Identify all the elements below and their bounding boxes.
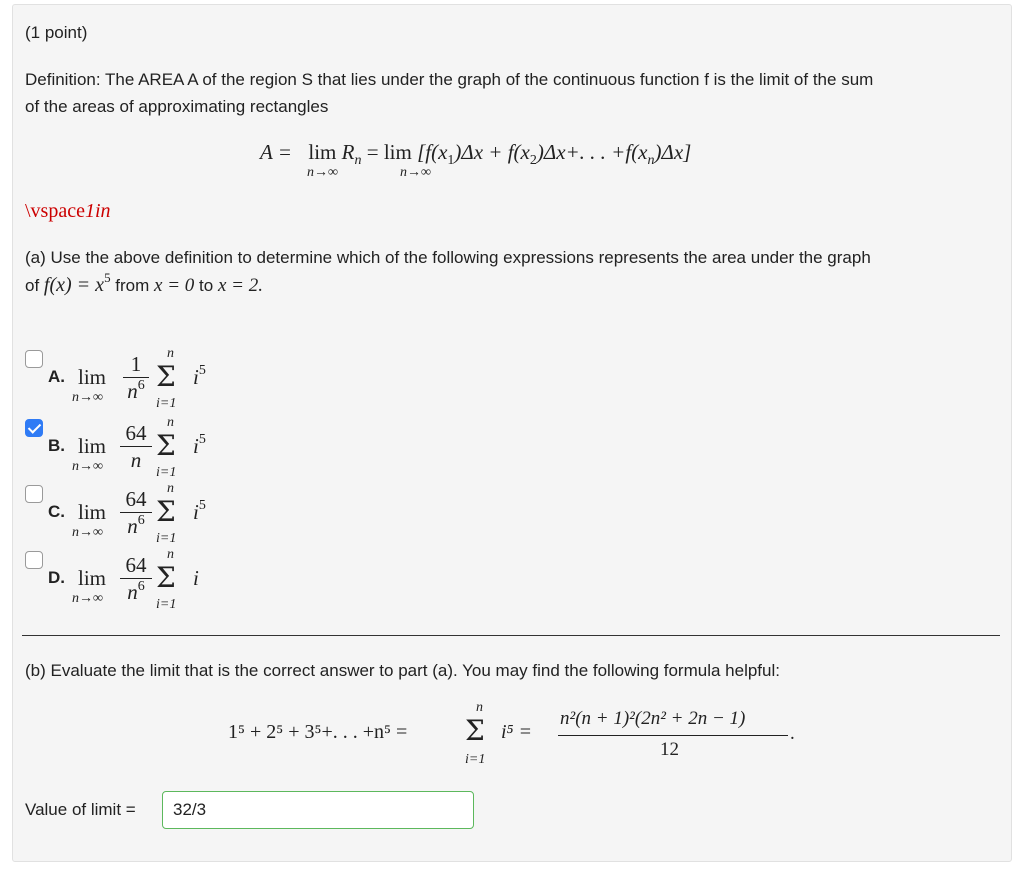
option-3-denominator [118, 580, 154, 605]
option-2-summand-base: i [193, 500, 199, 524]
option-0-den-base: n [127, 379, 138, 403]
x-end: x = 2. [217, 275, 263, 296]
formula-subn: n [647, 153, 655, 168]
option-2-lim: lim [78, 500, 107, 524]
option-0-fraction-bar [123, 377, 149, 378]
option-1-summand-exp: 5 [198, 432, 206, 447]
option-2-summand [193, 500, 206, 525]
option-3-sigma-icon: Σ [156, 561, 176, 594]
option-0-summand [193, 365, 206, 390]
option-1-den-base: n [130, 448, 142, 472]
option-2-sigma-bottom: i=1 [156, 531, 177, 546]
option-3-summand-base: i [193, 566, 199, 590]
sum-sigma-bottom: i=1 [465, 752, 486, 767]
option-2-sigma-icon: Σ [156, 495, 176, 528]
formula-fraction-bar [558, 735, 788, 736]
formula-numerator: n²(n + 1)²(2n² + 2n − 1) [560, 708, 746, 729]
option-3-lim-under: n→∞ [72, 591, 103, 606]
option-3-sigma-top: n [167, 547, 174, 562]
answer-label: Value of limit = [25, 800, 136, 819]
part-a-of: of [25, 276, 40, 295]
option-3-sigma-bottom: i=1 [156, 597, 177, 612]
option-0-lim: lim [78, 365, 107, 389]
option-2-label: C. [48, 502, 65, 521]
section-divider [22, 635, 1000, 636]
sum-lhs: 1⁵ + 2⁵ + 3⁵+. . . +n⁵ = [228, 721, 408, 743]
option-1-lim: lim [78, 434, 107, 458]
formula-sub2: 2 [529, 153, 537, 168]
option-0-sigma-bottom: i=1 [156, 396, 177, 411]
option-0-lim-under: n→∞ [72, 390, 103, 405]
option-1-sigma-bottom: i=1 [156, 465, 177, 480]
option-3-den-base: n [127, 580, 138, 604]
limit-under-2: n→∞ [400, 165, 431, 180]
part-a-from: from [115, 276, 150, 295]
formula-eq: = [366, 140, 379, 164]
option-1-sigma-icon: Σ [156, 429, 176, 462]
option-0-denominator [118, 379, 154, 404]
function-exp: 5 [104, 270, 111, 285]
formula-R: R [341, 140, 355, 164]
limit-value-input[interactable]: 32/3 [162, 791, 474, 829]
formula-lhs: A = [260, 140, 292, 164]
option-1-fraction-bar [120, 446, 152, 447]
formula-lim1: lim [308, 140, 337, 164]
definition-line2: of the areas of approximating rectangles [25, 97, 329, 116]
sum-summand: i⁵ = [501, 721, 533, 743]
option-1-checkbox[interactable] [25, 419, 43, 437]
option-2-fraction-bar [120, 512, 152, 513]
option-0-numerator: 1 [130, 352, 142, 376]
vspace-cmd: \vspace [25, 200, 85, 222]
option-1-summand [193, 434, 206, 459]
option-0-sigma-icon: Σ [156, 360, 176, 393]
area-formula [260, 140, 692, 168]
formula-sub1: 1 [447, 153, 455, 168]
part-a-line2 [25, 270, 263, 298]
option-2-den-base: n [127, 514, 138, 538]
sum-sigma-top: n [476, 700, 483, 715]
part-a-to: to [199, 276, 214, 295]
option-2-den-exp: 6 [137, 513, 145, 528]
option-0-summand-exp: 5 [198, 363, 206, 378]
formula-end: )Δx] [654, 140, 692, 164]
option-3-label: D. [48, 568, 65, 587]
sum-sigma-icon: Σ [465, 714, 485, 747]
option-1-label: B. [48, 436, 65, 455]
function-expr: f(x) = x [43, 274, 105, 296]
limit-under-1: n→∞ [307, 165, 338, 180]
formula-period: . [790, 723, 795, 744]
formula-mid2: )Δx+. . . +f(x [536, 140, 648, 164]
option-0-checkbox[interactable] [25, 350, 43, 368]
option-0-label: A. [48, 367, 65, 386]
x-start: x = 0 [154, 275, 195, 296]
option-3-checkbox[interactable] [25, 551, 43, 569]
points-label: (1 point) [25, 23, 88, 42]
option-1-denominator [118, 448, 154, 473]
part-b-text: (b) Evaluate the limit that is the correct answer to part (a). You may find the following formula helpful: [25, 661, 780, 680]
option-3-lim: lim [78, 566, 107, 590]
option-3-fraction-bar [120, 578, 152, 579]
part-a-line1: (a) Use the above definition to determine which of the following expressions represents the area under the graph [25, 248, 871, 267]
option-2-checkbox[interactable] [25, 485, 43, 503]
definition-line1: Definition: The AREA A of the region S that lies under the graph of the continuous function f is the limit of the sum [25, 70, 874, 89]
formula-mid1: )Δx + f(x [454, 140, 530, 164]
option-1-summand-base: i [193, 434, 199, 458]
option-1-numerator: 64 [125, 421, 147, 445]
formula-R-sub: n [354, 153, 362, 168]
option-2-summand-exp: 5 [198, 498, 206, 513]
option-2-lim-under: n→∞ [72, 525, 103, 540]
option-3-numerator: 64 [125, 553, 147, 577]
vspace-arg: 1in [84, 200, 111, 222]
option-0-den-exp: 6 [137, 378, 145, 393]
option-3-summand [193, 566, 199, 591]
option-2-numerator: 64 [125, 487, 147, 511]
option-3-den-exp: 6 [137, 579, 145, 594]
option-1-lim-under: n→∞ [72, 459, 103, 474]
option-0-summand-base: i [193, 365, 199, 389]
option-2-denominator [118, 514, 154, 539]
option-1-sigma-top: n [167, 415, 174, 430]
formula-f1: [f(x [417, 140, 448, 164]
option-0-sigma-top: n [167, 346, 174, 361]
vspace-error [25, 200, 111, 223]
option-2-sigma-top: n [167, 481, 174, 496]
formula-denominator: 12 [660, 739, 679, 760]
formula-lim2: lim [383, 140, 412, 164]
